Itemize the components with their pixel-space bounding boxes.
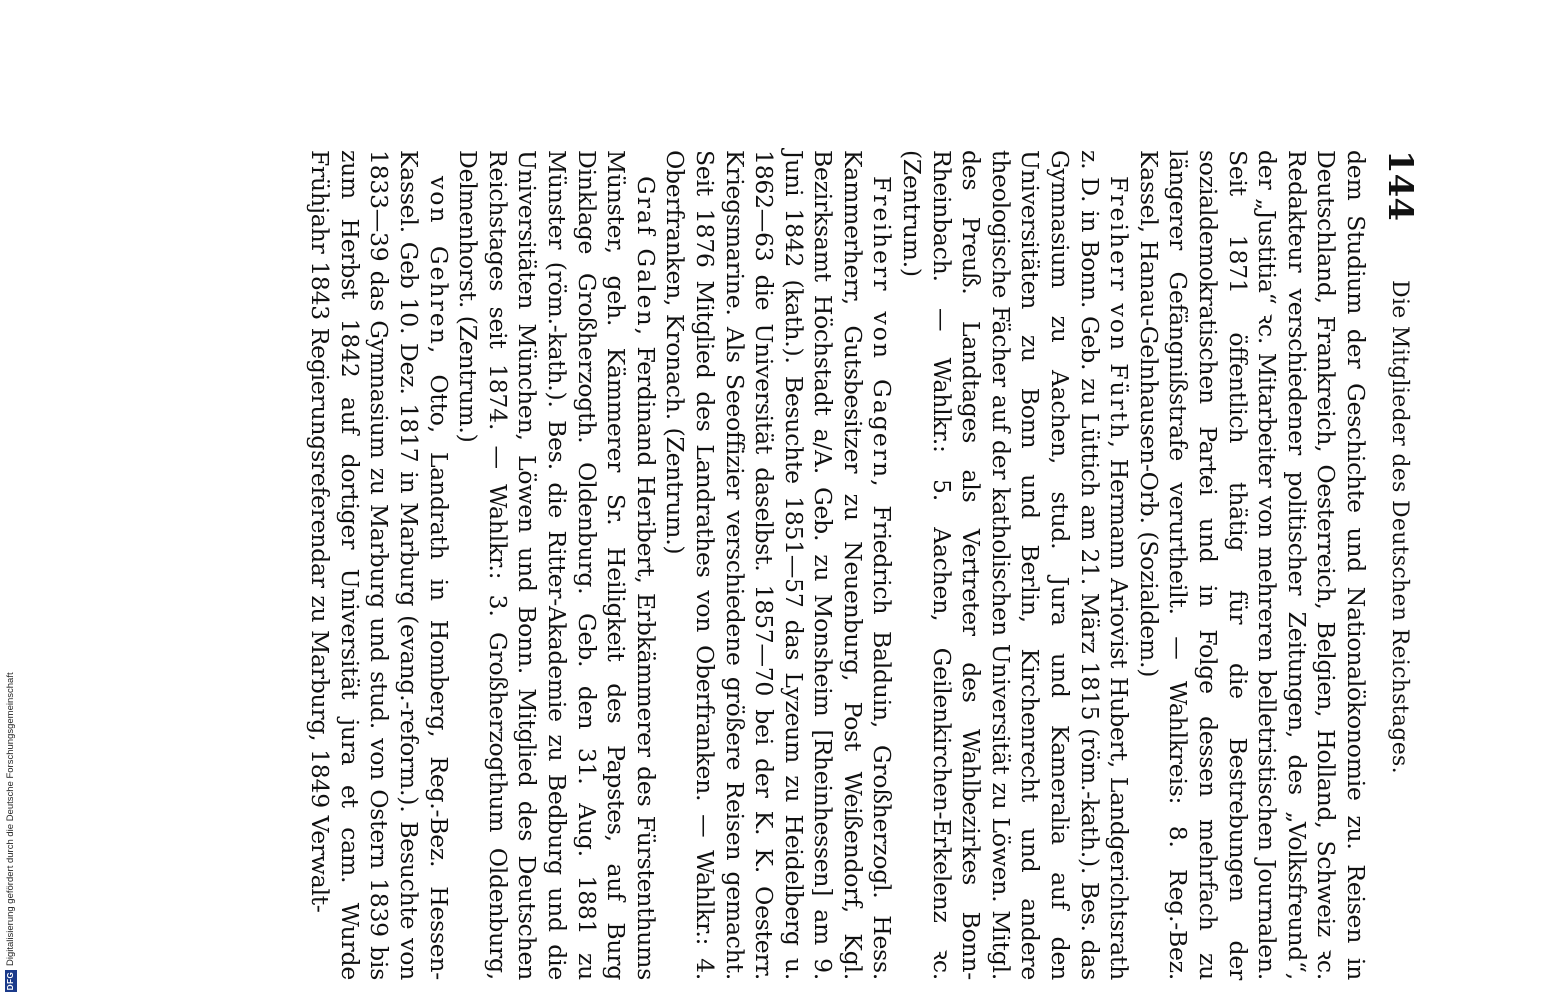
page-header xyxy=(1370,150,1420,980)
page-number: 144 xyxy=(1380,150,1420,221)
entry-text: Ferdinand Heribert, Erbkämmerer des Fürstenthums Münster, geh. Kämmerer Sr. Heiligkeit des Papstes, auf Burg Dinklage Großherzogth. Oldenburg. Geb. den 31. Aug. 1881 zu Münster (röm.-kath.). Bes. die Ritter-Akademie zu Bedburg und die Universitäten München, Löwen und Bonn. Mitglied des Deutschen Reichstages seit 1874. — Wahlkr.: 3. Großherzogthum Oldenburg, Delmenhorst. (Zentrum.) xyxy=(454,150,660,981)
entry-continuation xyxy=(1133,150,1370,980)
entry-name: Graf Galen, xyxy=(631,176,660,338)
entry-text: Otto, Landrath in Homberg, Reg.-Bez. Hessen-Kassel. Geb 10. Dez. 1817 in Marburg (evang.-reform.). Besuchte von 1833—39 das Gymnasium zu Marburg und stud. von Ostern 1839 bis zum Herbst 1842 auf dortiger Universität jura et cam. Wurde Frühjahr 1843 Regierungsreferendar zu Marburg, 1849 Verwalt- xyxy=(306,150,453,980)
running-head: Die Mitglieder des Deutschen Reichstages. xyxy=(1387,280,1412,774)
entry-name: von Gehren, xyxy=(424,176,453,356)
digitization-footer xyxy=(4,0,18,992)
entry-gagern xyxy=(660,150,897,980)
entry-fuerth xyxy=(897,150,1134,980)
funding-note: Digitalisierung gefördert durch die Deutsche Forschungsgemeinschaft xyxy=(5,672,16,966)
entry-text: dem Studium der Geschichte und Nationalökonomie zu. Reisen in Deutschland, Frankreich, Oesterreich, Belgien, Holland, Schweiz ꝛc. Redakteur verschiedener politischer Zeitungen, des „Volksfreund“, der „Justitia“ ꝛc. Mitarbeiter von mehreren belletristischen Journalen. Seit 1871 öffentlich thätig für die Bestrebungen der sozialdemokratischen Partei und in Folge dessen mehrfach zu längerer Gefängnißstrafe verurtheilt. — Wahlkreis: 8. Reg.-Bez. Kassel, Hanau-Gelnhausen-Orb. (Sozialdem.) xyxy=(1134,150,1370,980)
entry-text: Friedrich Balduin, Großherzogl. Hess. Kammerherr, Gutsbesitzer zu Neuenburg, Post Weißendorf, Kgl. Bezirksamt Höchstadt a/A. Geb. zu Monsheim [Rheinhessen] am 9. Juni 1842 (kath.). Besuchte 1851—57 das Lyzeum zu Heidelberg u. 1862—63 die Universität daselbst. 1857—70 bei der K. K. Oesterr. Kriegsmarine. Als Seeoffizier verschiedene größere Reisen gemacht. Seit 1876 Mitglied des Landrathes von Oberfranken. — Wahlkr.: 4. Oberfranken, Kronach. (Zentrum.) xyxy=(661,150,897,981)
entry-gehren xyxy=(305,150,453,980)
entry-name: Freiherr von Fürth, xyxy=(1105,176,1134,450)
entry-text: Hermann Ariovist Hubert, Landgerichtsrath z. D. in Bonn. Geb. zu Lüttich am 21. März 1815 (röm.-kath.). Bes. das Gymnasium zu Aachen, stud. Jura und Kameralia auf den Universitäten zu Bonn und Berlin, Kirchenrecht und andere theologische Fächer auf der katholischen Universität zu Löwen. Mitgl. des Preuß. Landtages als Vertreter des Wahlbezirkes Bonn-Rheinbach. — Wahlkr.: 5. Aachen, Geilenkirchen-Erkelenz ꝛc. (Zentrum.) xyxy=(898,150,1134,980)
entry-name: Freiherr von Gagern, xyxy=(868,176,897,489)
rotated-text-block xyxy=(150,150,1420,980)
dfg-logo: DFG xyxy=(6,971,15,991)
entry-galen xyxy=(453,150,660,980)
